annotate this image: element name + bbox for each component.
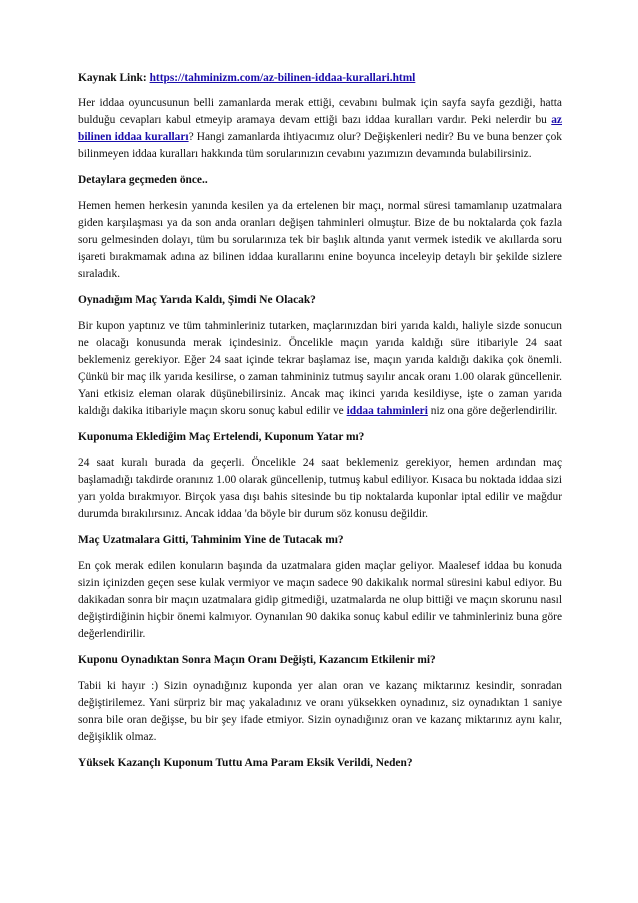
section-paragraph: En çok merak edilen konuların başında da uzatmalara giden maçlar geliyor. Maalesef iddaa bu konuda sizin içinizden geçen sese kulak vermiyor ve maçın sadece 90 dakikalık normal süresini kabul ediyor. Bu dakikadan sonra bir maçın uzatmalara gidip gitmediği, uzatmalarda ne olup bittiği ve maçın skorunu nasıl değiştirdiğinin hiçbir önemi kalmıyor. Oynanılan 90 dakika sonuç kabul edilir ve tahminleriniz buna göre değerlendirilir. — [78, 560, 562, 640]
section-heading: Detaylara geçmeden önce.. — [78, 174, 208, 186]
intro-text-2: ? Hangi zamanlarda ihtiyacımız olur? Değişkenleri nedir? Bu ve buna benzer çok bilinmeyen iddaa kuralları hakkında tüm sorularınızın cevabını yazımızın devamında bulabilirsiniz. — [78, 131, 562, 160]
section-heading: Oynadığım Maç Yarıda Kaldı, Şimdi Ne Olacak? — [78, 294, 316, 306]
section-heading: Yüksek Kazançlı Kuponum Tuttu Ama Param Eksik Verildi, Neden? — [78, 757, 413, 769]
section-heading: Kuponu Oynadıktan Sonra Maçın Oranı Değişti, Kazancım Etkilenir mi? — [78, 654, 436, 666]
section-text-1: Bir kupon yaptınız ve tüm tahminleriniz tutarken, maçlarınızdan biri yarıda kaldı, haliyle sizde sonucun ne olacağı konusunda merak içindesiniz. Öncelikle maçın yarıda kaldığı süre itibariyle 24 saat beklemeniz gerekiyor. Eğer 24 saat içinde tekrar başlamaz ise, maçın yarıda kaldığı dakika çok önemli. Çünkü bir maç ilk yarıda kesilirse, o zaman tahmininiz tutmuş sayılır ancak oranı 1.00 olarak güncellenir. Yani etkisiz eleman olarak düşünebilirsiniz. Ancak maç ikinci yarıda kesildiyse, işte o zaman yarıda kaldığı dakika itibariyle maçın skoru sonuç kabul edilir ve — [78, 320, 562, 417]
section-heading: Kuponuma Eklediğim Maç Ertelendi, Kuponum Yatar mı? — [78, 431, 365, 443]
source-line — [78, 70, 562, 87]
section-link[interactable]: iddaa tahminleri — [346, 405, 428, 417]
source-link[interactable]: https://tahminizm.com/az-bilinen-iddaa-kurallari.html — [149, 72, 416, 84]
intro-link[interactable]: az bilinen iddaa kuralları — [78, 114, 562, 143]
intro-paragraph — [78, 95, 562, 163]
source-label: Kaynak Link: — [78, 72, 147, 84]
section-paragraph: Hemen hemen herkesin yanında kesilen ya da ertelenen bir maçı, normal süresi tamamlanıp uzatmalara giden karşılaşması ya da son anda oranları değişen tahminleri olmuştur. Bize de bu noktalarda çok fazla soru gelmesinden dolayı, tüm bu sorularınıza tek bir başlık altında yanıt vermek istedik ve akıllarda soru işareti bırakmamak adına az bilinen iddaa kurallarını enine boyunca inceleyip detaylı bir şekilde sizlere sıraladık. — [78, 200, 562, 280]
intro-text-1: Her iddaa oyuncusunun belli zamanlarda merak ettiği, cevabını bulmak için sayfa sayfa gezdiği, hatta bulduğu cevapları kabul etmeyip aramaya devam ettiği bazı iddaa kuralları vardır. Peki nelerdir bu — [78, 97, 562, 126]
section-heading: Maç Uzatmalara Gitti, Tahminim Yine de Tutacak mı? — [78, 534, 344, 546]
section-text-2: niz ona göre değerlendirilir. — [430, 405, 558, 417]
section-paragraph: Tabii ki hayır :) Sizin oynadığınız kuponda yer alan oran ve kazanç miktarınız kesindir, sonradan değiştirilemez. Yani sürpriz bir maç yakaladınız ve oranı yüksekken oynadınız, siz oynadıktan 1 saniye sonra bile oran değişse, bu bir şey ifade etmiyor. Sizin oynadığınız oran ve kazanç miktarınız aynı kalır, değişiklik olmaz. — [78, 680, 562, 743]
section-paragraph — [78, 318, 562, 420]
section-paragraph: 24 saat kuralı burada da geçerli. Öncelikle 24 saat beklemeniz gerekiyor, hemen ardından maç başlamadığı takdirde oranınız 1.00 olarak güncellenip, tutmuş kabul ediliyor. Kısaca bu noktada iddaa sizi yarı yolda bırakmıyor. Birçok yasa dışı bahis sitesinde bu tip noktalarda kuponlar iptal edilir ve mağdur durumda bırakılırsınız. Ancak iddaa 'da böyle bir durum söz konusu değildir. — [78, 457, 562, 520]
document-body — [78, 70, 562, 781]
